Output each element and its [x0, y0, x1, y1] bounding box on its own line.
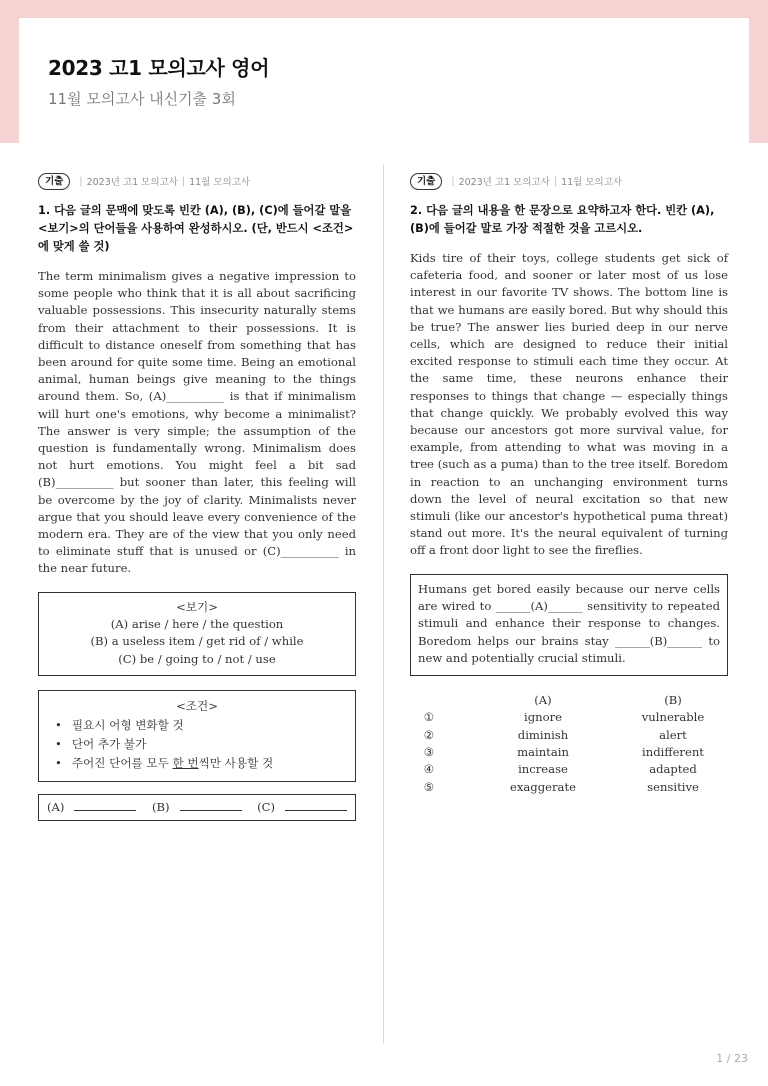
- answer-box: [38, 794, 356, 821]
- question-1: [38, 172, 356, 821]
- answer-field-c[interactable]: (C): [257, 799, 347, 816]
- option-4[interactable]: ④ increase adapted: [423, 762, 697, 777]
- question-2-passage: Kids tire of their toys, college students get sick of cafeteria food, and sooner or later most of us lose interest in our favorite TV shows. The bottom line is that we humans are easily bored. But why should this be true? The answer lies buried deep in our nerve cells, which are designed to reduce their initial excited response to stimuli each time they occur. At the same time, these neurons enhance their responses to things that change — especially things that change quickly. We probably evolved this way because our ancestors got more survival value, for example, from attending to what was moving in a tree (such as a puma) than to the tree itself. Boredom in reaction to an unchanging environment turns down the level of neural excitation so that new stimuli (like our ancestor's hypothetical puma threat) stand out more. It's the neural equivalent of turning off a front door light to see the fireflies.: [410, 251, 728, 558]
- question-1-title: 1. 다음 글의 문맥에 맞도록 빈칸 (A), (B), (C)에 들어갈 말을 <보기>의 단어들을 사용하여 완성하시오. (단, 반드시 <조건>에 맞게 쓸 것): [38, 204, 354, 253]
- bogi-line: (C) be / going to / not / use: [118, 651, 276, 666]
- summary-box: Humans get bored easily because our nerve cells are wired to ______(A)______ sensitivity to repeated stimuli and enhance their response to changes. Boredom helps our brains stay ______(B)______ to new and potentially crucial stimuli.: [410, 574, 728, 676]
- source-badge: 기출: [38, 173, 70, 190]
- answer-field-a[interactable]: (A): [47, 799, 136, 816]
- condition-item: • 주어진 단어를 모두 한 번씩만 사용할 것: [55, 754, 347, 773]
- column-divider: [383, 164, 384, 1044]
- document-subtitle: 11월 모의고사 내신기출 3회: [48, 90, 236, 108]
- meta-exam: 11월 모의고사: [189, 177, 251, 188]
- bogi-heading: <보기>: [176, 599, 218, 614]
- condition-heading: <조건>: [176, 699, 218, 714]
- bogi-line: (B) a useless item / get rid of / while: [90, 634, 304, 649]
- meta-exam: 11월 모의고사: [561, 177, 623, 188]
- options-header: (A) (B): [534, 692, 682, 707]
- option-3[interactable]: ③ maintain indifferent: [423, 744, 704, 759]
- condition-box: [38, 690, 356, 782]
- page-number: 1 / 23: [716, 1052, 748, 1065]
- source-badge: 기출: [410, 173, 442, 190]
- condition-item: • 필요시 어형 변화할 것: [55, 716, 347, 735]
- meta-year: 2023년 고1 모의고사: [86, 177, 178, 188]
- answer-options: [410, 692, 728, 796]
- condition-item: • 단어 추가 불가: [55, 735, 347, 754]
- bogi-box: [38, 592, 356, 677]
- question-1-passage: The term minimalism gives a negative impression to some people who think that it is all about sacrificing valuable possessions. This insecurity naturally stems from their attachment to their possessions. It is difficult to distance oneself from something that has been around for quite some time. Being an emotional animal, human beings give meaning to the things around them. So, (A)__________ is that if minimalism will hurt one's emotions, why become a minimalist? The answer is very simple; the assumption of the question is fundamentally wrong. Minimalism does not hurt emotions. You might feel a bit sad (B)__________ but sooner than later, this feeling will be overcome by the joy of clarity. Minimalists never argue that you should leave every convenience of the modern era. They are of the view that you only need to eliminate stuff that is unused or (C)__________ in the near future.: [38, 269, 356, 576]
- option-1[interactable]: ① ignore vulnerable: [423, 710, 705, 725]
- question-2: [410, 172, 728, 796]
- question-2-title: 2. 다음 글의 내용을 한 문장으로 요약하고자 한다. 빈칸 (A), (B)에 들어갈 말로 가장 적절한 것을 고르시오.: [410, 204, 715, 235]
- option-2[interactable]: ② diminish alert: [423, 727, 687, 742]
- answer-field-b[interactable]: (B): [152, 799, 242, 816]
- document-title: 2023 고1 모의고사 영어: [48, 56, 270, 80]
- meta-year: 2023년 고1 모의고사: [458, 177, 550, 188]
- bogi-line: (A) arise / here / the question: [110, 617, 284, 632]
- option-5[interactable]: ⑤ exaggerate sensitive: [423, 779, 699, 794]
- condition-list: [55, 716, 347, 773]
- question-2-meta: 기출 | 2023년 고1 모의고사 | 11월 모의고사: [410, 172, 728, 190]
- question-1-meta: 기출 | 2023년 고1 모의고사 | 11월 모의고사: [38, 172, 356, 190]
